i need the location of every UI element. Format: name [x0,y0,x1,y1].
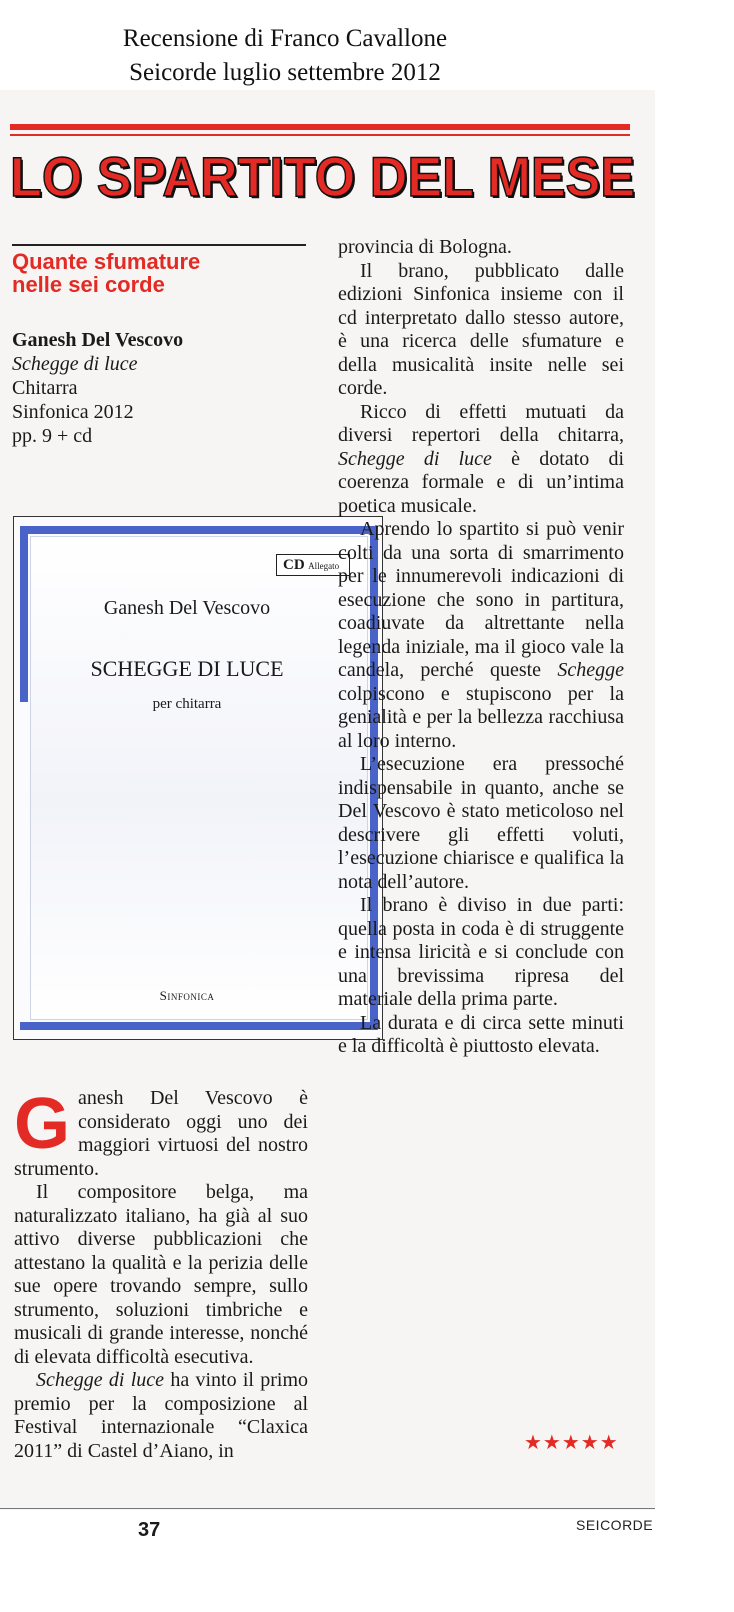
paragraph-6-text-b: colpiscono e stupiscono per la genialità e per la bellezza racchiusa al loro interno. [338,682,624,752]
score-instrument: Chitarra [12,377,78,399]
article-column-right [338,236,624,1059]
paragraph-3-continued: provincia di Bologna. [338,236,512,258]
paragraph-7: L’esecuzione era pressoché indispensabile in quanto, anche se Del Vescovo è stato meticoloso nel descrivere gli effetti voluti, l’esecuzione chiarisce e qualifica la nota dell’autore. [338,753,624,893]
cover-title: SCHEGGE DI LUCE [90,656,284,681]
review-headline-line-2: nelle sei corde [12,272,165,297]
cover-blue-band-bottom [20,1022,378,1030]
paragraph-6-text-a: Aprendo lo spartito si può venir colti da una sorta di smarrimento per le innumerevoli indicazioni di esecuzione che sono in partitura, coadiuvate da altrettante nella legenda iniziale, ma il gioco vale la candela, perché queste [338,518,624,681]
header-rule-thin [10,134,630,136]
paragraph-2: Il compositore belga, ma naturalizzato italiano, ha già al suo attivo diverse pubblicazioni che attestano la qualità e la perizia delle sue opere trovando sempre, sullo strumento, soluzioni timbriche e musicali di grande interesse, nonché di elevata difficoltà esecutiva. [14,1181,308,1368]
cover-blue-band-left [20,526,28,702]
subhead-rule [12,244,306,246]
score-title: Schegge di luce [12,353,138,375]
score-author: Ganesh Del Vescovo [12,329,184,351]
score-pages: pp. 9 + cd [12,425,93,447]
paragraph-6 [338,518,624,753]
cd-badge-small: Allegato [308,560,340,571]
page-number: 37 [138,1519,161,1541]
cover-subtitle: per chitarra [152,696,222,712]
cover-author: Ganesh Del Vescovo [103,597,271,619]
paragraph-5-text-a: Ricco di effetti mutuati da diversi repertori della chitarra, [338,400,624,446]
review-caption [0,22,570,90]
caption-line-1: Recensione di Franco Cavallone [122,25,448,52]
caption-line-2: Seicorde luglio settembre 2012 [129,59,441,86]
header-rule-thick [10,124,630,130]
rating-stars: ★★★★★ [524,1432,619,1454]
section-title: LO SPARTITO DEL MESE [10,145,636,208]
article-column-left [14,1084,308,1463]
paragraph-6-title: Schegge [557,659,624,681]
cover-publisher: Sinfonica [159,988,215,1003]
paragraph-8: Il brano è diviso in due parti: quella posta in coda è di struggente e intensa liricità e si conclude con una brevissima ripresa del materiale della prima parte. [338,894,624,1010]
score-details [12,328,312,448]
footer-rule [0,1508,655,1509]
paragraph-1-text: anesh Del Vescovo è considerato oggi uno dei maggiori virtuosi del nostro strumento. [14,1087,308,1180]
drop-cap: G [14,1084,71,1164]
review-headline-line-1: Quante sfumature [12,249,201,274]
paragraph-1 [14,1084,308,1181]
paragraph-9: La durata e di circa sette minuti e la difficoltà è piuttosto elevata. [338,1011,624,1057]
cover-blue-band-top [20,526,378,534]
paragraph-3-text: ha vinto il primo premio per la composizione al Festival internazionale “Claxica 2011” di Castel d’Aiano, in [14,1369,308,1462]
paragraph-5-text-b: è dotato di coerenza formale e di un’intima poetica musicale. [338,447,624,517]
paragraph-5 [338,401,624,519]
paragraph-3-title: Schegge di luce [36,1369,165,1391]
score-publisher: Sinfonica 2012 [12,401,134,423]
paragraph-5-title: Schegge di luce [338,447,492,470]
paragraph-4: Il brano, pubblicato dalle edizioni Sinfonica insieme con il cd interpretato dallo stesso autore, è una ricerca delle sfumature e della musicalità insite nelle sei corde. [338,259,624,399]
paragraph-3 [14,1369,308,1463]
review-headline [12,250,312,296]
cd-badge-main: CD [283,557,305,573]
magazine-name: SEICORDE [576,1517,654,1533]
